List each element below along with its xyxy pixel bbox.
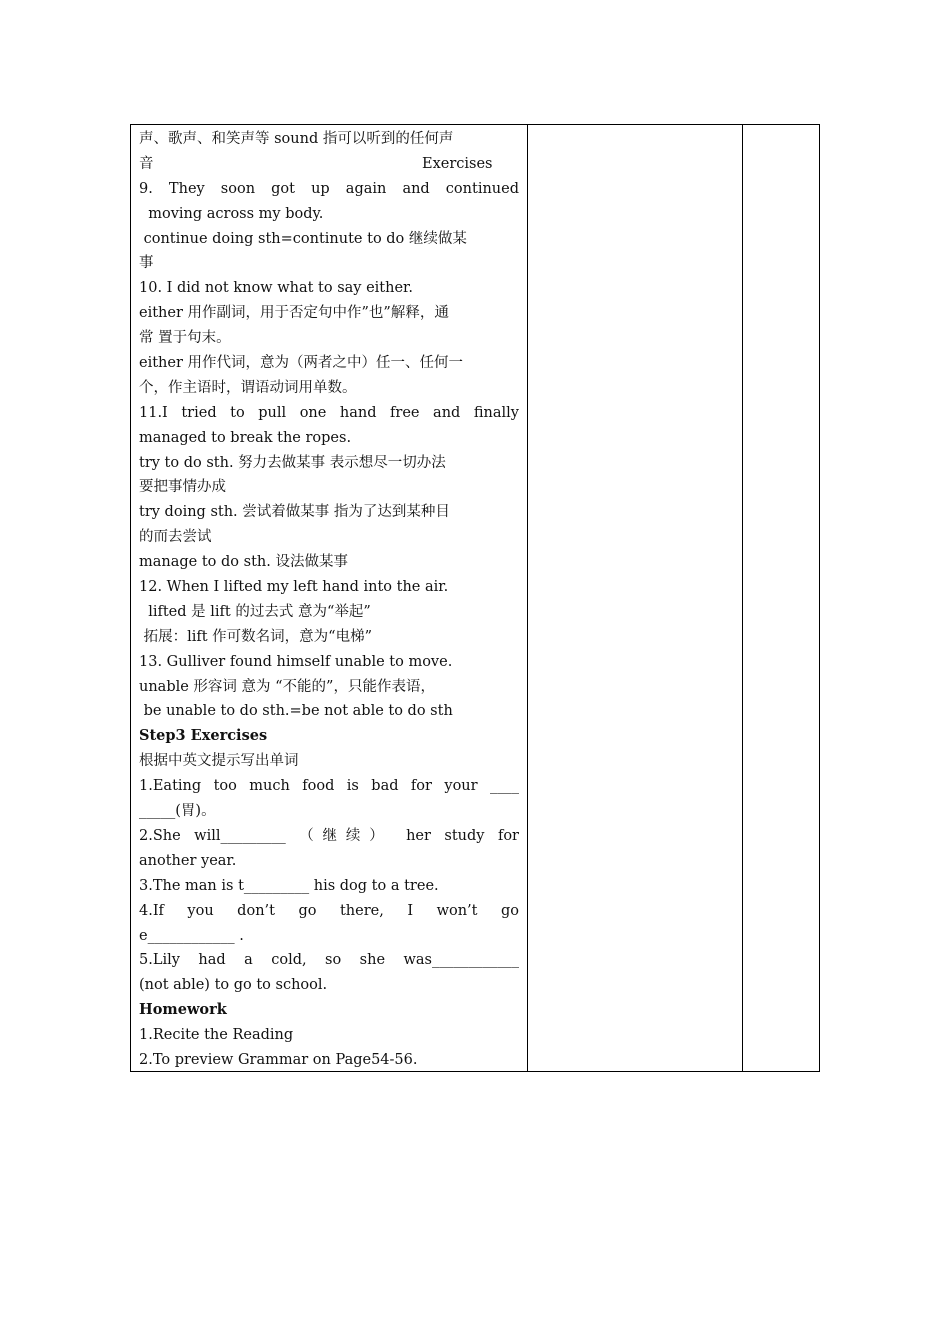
text-line: 的而去尝试	[139, 529, 212, 546]
text-line: 根据中英文提示写出单词	[139, 753, 299, 770]
text-line: lifted 是 lift 的过去式 意为“举起”	[139, 603, 371, 620]
text-line: either 用作代词，意为（两者之中）任一、任何一	[139, 355, 464, 372]
text-line: 个，作主语时，谓语动词用单数。	[139, 379, 357, 396]
text-line: 12. When I lifted my left hand into the air.	[139, 579, 449, 596]
section-heading: Step3 Exercises	[139, 727, 268, 745]
text-line: 13. Gulliver found himself unable to move.	[139, 653, 453, 670]
text-line: another year.	[139, 852, 237, 869]
text-line: try doing sth. 尝试着做某事 指为了达到某种目	[139, 504, 450, 521]
text-line: manage to do sth. 设法做某事	[139, 554, 348, 571]
text-line: _____(胃)。	[139, 803, 216, 820]
text-line: 音	[139, 155, 154, 172]
text-line: 5.Lily had a cold, so she was____________	[139, 952, 519, 969]
text-line: 9. They soon got up again and continued	[139, 180, 519, 197]
text-line: 10. I did not know what to say either.	[139, 280, 413, 297]
text-line: 1.Recite the Reading	[139, 1027, 294, 1044]
text-line: 要把事情办成	[139, 479, 226, 496]
notes-cell	[139, 127, 519, 1073]
text-line: 2.She will_________ （继续） her study for	[139, 827, 519, 844]
text-line: 常 置于句末。	[139, 330, 231, 347]
text-line: either 用作副词，用于否定句中作”也”解释，通	[139, 305, 449, 322]
text-line: e____________ .	[139, 927, 244, 944]
text-line: 3.The man is t_________ his dog to a tree.	[139, 877, 439, 894]
text-line: (not able) to go to school.	[139, 977, 328, 994]
column-divider	[527, 125, 528, 1071]
text-line: 1.Eating too much food is bad for your ____	[139, 778, 519, 795]
text-line: unable 形容词 意为 “不能的”，只能作表语，	[139, 678, 435, 695]
text-line: 11.I tried to pull one hand free and finally	[139, 404, 519, 421]
text-line: 事	[139, 255, 154, 272]
text-line: managed to break the ropes.	[139, 429, 352, 446]
lesson-table	[130, 124, 820, 1072]
text-line: continue doing sth=continute to do 继续做某	[139, 230, 467, 247]
text-line: moving across my body.	[139, 205, 324, 222]
text-line: 4.If you don’t go there, I won’t go	[139, 902, 519, 919]
column-divider	[742, 125, 743, 1071]
section-heading: Homework	[139, 1001, 227, 1019]
activity-cell-label: Exercises	[422, 156, 493, 172]
text-line: try to do sth. 努力去做某事 表示想尽一切办法	[139, 454, 446, 471]
text-line: be unable to do sth.=be not able to do sth	[139, 703, 453, 720]
text-line: 声、歌声、和笑声等 sound 指可以听到的任何声	[139, 131, 454, 147]
text-line: 拓展：lift 作可数名词，意为“电梯”	[139, 628, 373, 645]
text-line: 2.To preview Grammar on Page54-56.	[139, 1051, 418, 1068]
